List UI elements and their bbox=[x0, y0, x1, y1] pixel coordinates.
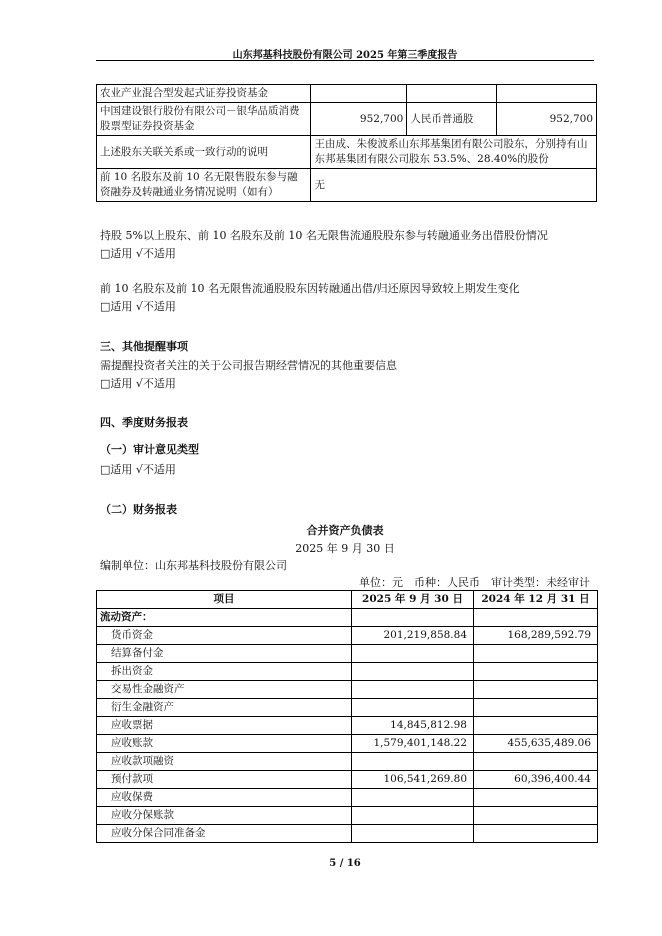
prior-value bbox=[474, 717, 598, 735]
current-value: 106,541,269.80 bbox=[352, 771, 474, 789]
row-label: 预付款项 bbox=[97, 771, 352, 789]
change-title: 前 10 名股东及前 10 名无限售流通股股东因转融通出借/归还原因导致较上期发生变化 bbox=[100, 282, 520, 295]
prior-value bbox=[474, 645, 598, 663]
column-header: 2024 年 12 月 31 日 bbox=[474, 591, 598, 609]
table-row bbox=[97, 789, 598, 807]
row-label: 应收款项融资 bbox=[97, 753, 352, 771]
table-row bbox=[97, 825, 598, 843]
current-value bbox=[352, 645, 474, 663]
prior-value bbox=[474, 699, 598, 717]
balance-sheet-table bbox=[96, 590, 598, 843]
margin-value: 无 bbox=[311, 169, 597, 202]
fin-statements-heading: （二）财务报表 bbox=[100, 503, 177, 516]
table-row bbox=[97, 85, 597, 103]
margin-label: 前 10 名股东及前 10 名无限售股东参与融资融券及转融通业务情况说明（如有） bbox=[97, 169, 311, 202]
current-value: 14,845,812.98 bbox=[352, 717, 474, 735]
row-label: 拆出资金 bbox=[97, 663, 352, 681]
current-value bbox=[352, 753, 474, 771]
prior-value: 168,289,592.79 bbox=[474, 627, 598, 645]
prior-value bbox=[474, 681, 598, 699]
change-options: □适用 √不适用 bbox=[100, 300, 176, 313]
row-label: 应收票据 bbox=[97, 717, 352, 735]
prior-value: 455,635,489.06 bbox=[474, 735, 598, 753]
current-value: 201,219,858.84 bbox=[352, 627, 474, 645]
audit-heading: （一）审计意见类型 bbox=[100, 443, 199, 456]
table-row bbox=[97, 717, 598, 735]
section3-options: □适用 √不适用 bbox=[100, 377, 176, 390]
holder-name: 中国建设银行股份有限公司－银华品质消费股票型证券投资基金 bbox=[97, 103, 311, 136]
row-label: 货币资金 bbox=[97, 627, 352, 645]
holder-name: 农业产业混合型发起式证券投资基金 bbox=[97, 85, 311, 103]
section3-text: 需提醒投资者关注的关于公司报告期经营情况的其他重要信息 bbox=[100, 359, 397, 372]
table-cell bbox=[352, 609, 474, 627]
row-label: 衍生金融资产 bbox=[97, 699, 352, 717]
table-header-row bbox=[97, 591, 598, 609]
prior-value bbox=[474, 789, 598, 807]
top-holders-table bbox=[96, 84, 597, 202]
lending-options: □适用 √不适用 bbox=[100, 247, 176, 260]
row-label: 结算备付金 bbox=[97, 645, 352, 663]
prior-value: 60,396,400.44 bbox=[474, 771, 598, 789]
table-row bbox=[97, 753, 598, 771]
table-row bbox=[97, 103, 597, 136]
table-cell bbox=[474, 609, 598, 627]
column-header: 2025 年 9 月 30 日 bbox=[352, 591, 474, 609]
prior-value bbox=[474, 663, 598, 681]
table-row bbox=[97, 627, 598, 645]
table-row bbox=[97, 136, 597, 169]
prior-value bbox=[474, 825, 598, 843]
section-label: 流动资产： bbox=[97, 609, 352, 627]
holder-share-type: 人民币普通股 bbox=[407, 103, 497, 136]
column-header: 项目 bbox=[97, 591, 352, 609]
compiler-line: 编制单位：山东邦基科技股份有限公司 bbox=[100, 559, 287, 572]
prior-value bbox=[474, 753, 598, 771]
row-label: 交易性金融资产 bbox=[97, 681, 352, 699]
row-label: 应收分保账款 bbox=[97, 807, 352, 825]
relation-label: 上述股东关联关系或一致行动的说明 bbox=[97, 136, 311, 169]
section4-heading: 四、季度财务报表 bbox=[100, 416, 188, 429]
section3-heading: 三、其他提醒事项 bbox=[100, 340, 188, 353]
table-row bbox=[97, 609, 598, 627]
units-line: 单位：元 币种：人民币 审计类型：未经审计 bbox=[359, 576, 590, 589]
table-row bbox=[97, 169, 597, 202]
table-row bbox=[97, 645, 598, 663]
balance-sheet-title: 合并资产负债表 bbox=[306, 524, 384, 537]
holder-shares bbox=[311, 85, 407, 103]
relation-value: 王由成、朱俊波系山东邦基集团有限公司股东，分别持有山东邦基集团有限公司股东 53.5%、28.40%的股份 bbox=[311, 136, 597, 169]
header-rule bbox=[96, 60, 594, 61]
table-row bbox=[97, 807, 598, 825]
page-header: 山东邦基科技股份有限公司 2025 年第三季度报告 bbox=[232, 50, 458, 61]
current-value bbox=[352, 789, 474, 807]
lending-title: 持股 5%以上股东、前 10 名股东及前 10 名无限售流通股股东参与转融通业务出借股份情况 bbox=[100, 229, 548, 242]
current-value bbox=[352, 825, 474, 843]
audit-options: □适用 √不适用 bbox=[100, 463, 176, 476]
page-number: 5 / 16 bbox=[329, 858, 361, 869]
table-row bbox=[97, 681, 598, 699]
current-value bbox=[352, 699, 474, 717]
holder-share-count: 952,700 bbox=[497, 103, 597, 136]
current-value bbox=[352, 681, 474, 699]
table-row bbox=[97, 663, 598, 681]
table-row bbox=[97, 699, 598, 717]
row-label: 应收保费 bbox=[97, 789, 352, 807]
holder-share-type bbox=[407, 85, 497, 103]
current-value bbox=[352, 663, 474, 681]
holder-shares: 952,700 bbox=[311, 103, 407, 136]
prior-value bbox=[474, 807, 598, 825]
holder-share-count bbox=[497, 85, 597, 103]
current-value bbox=[352, 807, 474, 825]
current-value: 1,579,401,148.22 bbox=[352, 735, 474, 753]
row-label: 应收分保合同准备金 bbox=[97, 825, 352, 843]
table-row bbox=[97, 771, 598, 789]
row-label: 应收账款 bbox=[97, 735, 352, 753]
table-row bbox=[97, 735, 598, 753]
balance-sheet-date: 2025 年 9 月 30 日 bbox=[295, 542, 395, 555]
